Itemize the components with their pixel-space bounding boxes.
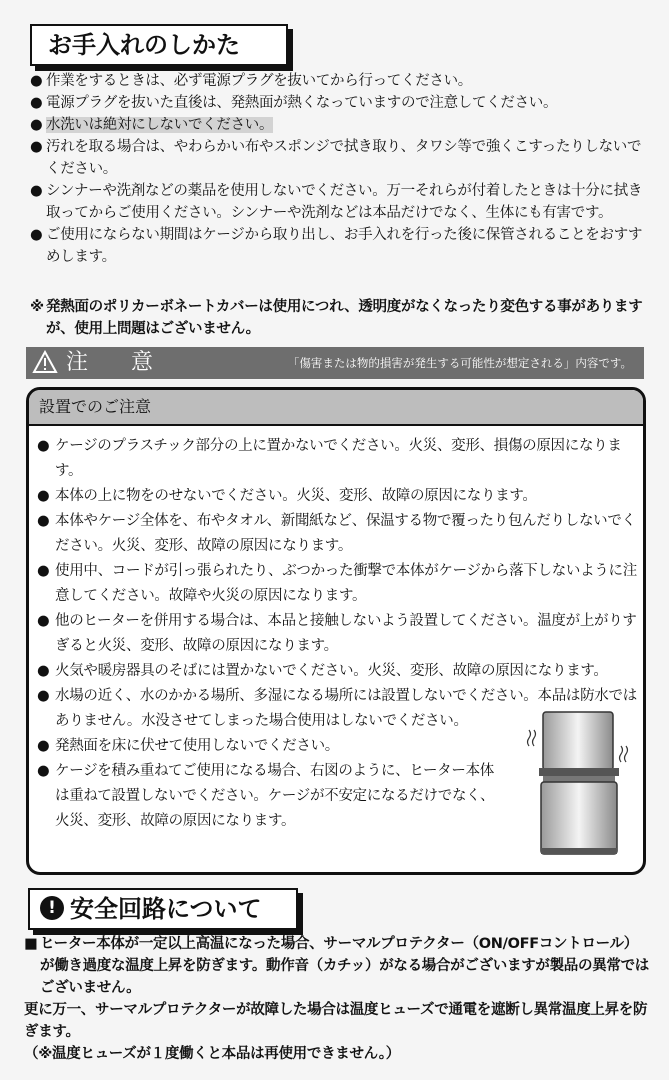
alert-icon: ! xyxy=(40,896,64,920)
box-title: 設置でのご注意 xyxy=(29,390,643,426)
safety-section-title: ! 安全回路について xyxy=(28,888,298,930)
list-item: ● 本体やケージ全体を、布やタオル、新聞紙など、保温する物で覆ったり包んだりしないでください。火災、変形、故障の原因になります。 xyxy=(37,513,636,554)
installation-notes-box xyxy=(26,387,646,875)
caution-bar xyxy=(26,347,644,379)
safety-paragraph: （※温度ヒューズが１度働くと本品は再使用できません。） xyxy=(24,1046,400,1062)
stacked-heater-illustration xyxy=(521,708,631,862)
list-item: ● 汚れを取る場合は、やわらかい布やスポンジで拭き取り、タワシ等で強くこすったりしないでください。 xyxy=(30,139,642,177)
list-item: ● 発熱面を床に伏せて使用しないでください。 xyxy=(37,738,339,754)
list-item: ● 水場の近く、水のかかる場所、多湿になる場所には設置しないでください。本品は防水ではありません。水没させてしまった場合使用はしないでください。 xyxy=(37,688,637,729)
list-item: ● 使用中、コードが引っ張られたり、ぶつかった衝撃で本体がケージから落下しないように注意してください。故障や火災の原因になります。 xyxy=(37,563,637,604)
list-item: ● ケージのプラスチック部分の上に置かないでください。火災、変形、損傷の原因になります。 xyxy=(37,438,622,479)
list-item: ● ご使用にならない期間はケージから取り出し、お手入れを行った後に保管されることをおすすめします。 xyxy=(30,227,643,265)
list-item: ● 水洗いは絶対にしないでください。 xyxy=(30,117,274,133)
safety-paragraph: ■ ヒーター本体が一定以上高温になった場合、サーマルプロテクター（ON/OFFコントロール）が働き過度な温度上昇を防ぎます。動作音（カチッ）がなる場合がございますが製品の異常ではございません。 xyxy=(24,936,650,996)
caution-description: 「傷害または物的損害が発生する可能性が想定される」内容です。 xyxy=(287,356,632,370)
safety-paragraph: 更に万一、サーマルプロテクターが故障した場合は温度ヒューズで通電を遮断し異常温度上昇を防ぎます。 xyxy=(24,1002,648,1040)
list-item: ● ケージを積み重ねてご使用になる場合、右図のように、ヒーター本体は重ねて設置しないでください。ケージが不安定になるだけでなく、火災、変形、故障の原因になります。 xyxy=(37,763,495,829)
list-item: ● 本体の上に物をのせないでください。火災、変形、故障の原因になります。 xyxy=(37,488,537,504)
warning-triangle-icon xyxy=(32,350,58,378)
care-section-title: お手入れのしかた xyxy=(30,24,288,66)
list-item: ● シンナーや洗剤などの薬品を使用しないでください。万一それらが付着したときは十分に拭き取ってからご使用ください。シンナーや洗剤などは本品だけでなく、生体にも有害です。 xyxy=(30,183,643,221)
list-item: ● 他のヒーターを併用する場合は、本品と接触しないよう設置してください。温度が上がりすぎると火災、変形、故障の原因になります。 xyxy=(37,613,637,654)
caution-label: 注 意 xyxy=(66,350,171,375)
care-list xyxy=(30,70,645,268)
care-note: ※ 発熱面のポリカーボネートカバーは使用につれ、透明度がなくなったり変色する事がありますが、使用上問題はございません。 xyxy=(30,299,643,337)
list-item: ● 作業をするときは、必ず電源プラグを抜いてから行ってください。 xyxy=(30,73,472,89)
list-item: ● 火気や暖房器具のそばには置かないでください。火災、変形、故障の原因になります。 xyxy=(37,663,608,679)
list-item: ● 電源プラグを抜いた直後は、発熱面が熱くなっていますので注意してください。 xyxy=(30,95,558,111)
highlighted-warning: 水洗いは絶対にしないでください。 xyxy=(46,117,274,133)
safety-description xyxy=(24,933,649,1065)
